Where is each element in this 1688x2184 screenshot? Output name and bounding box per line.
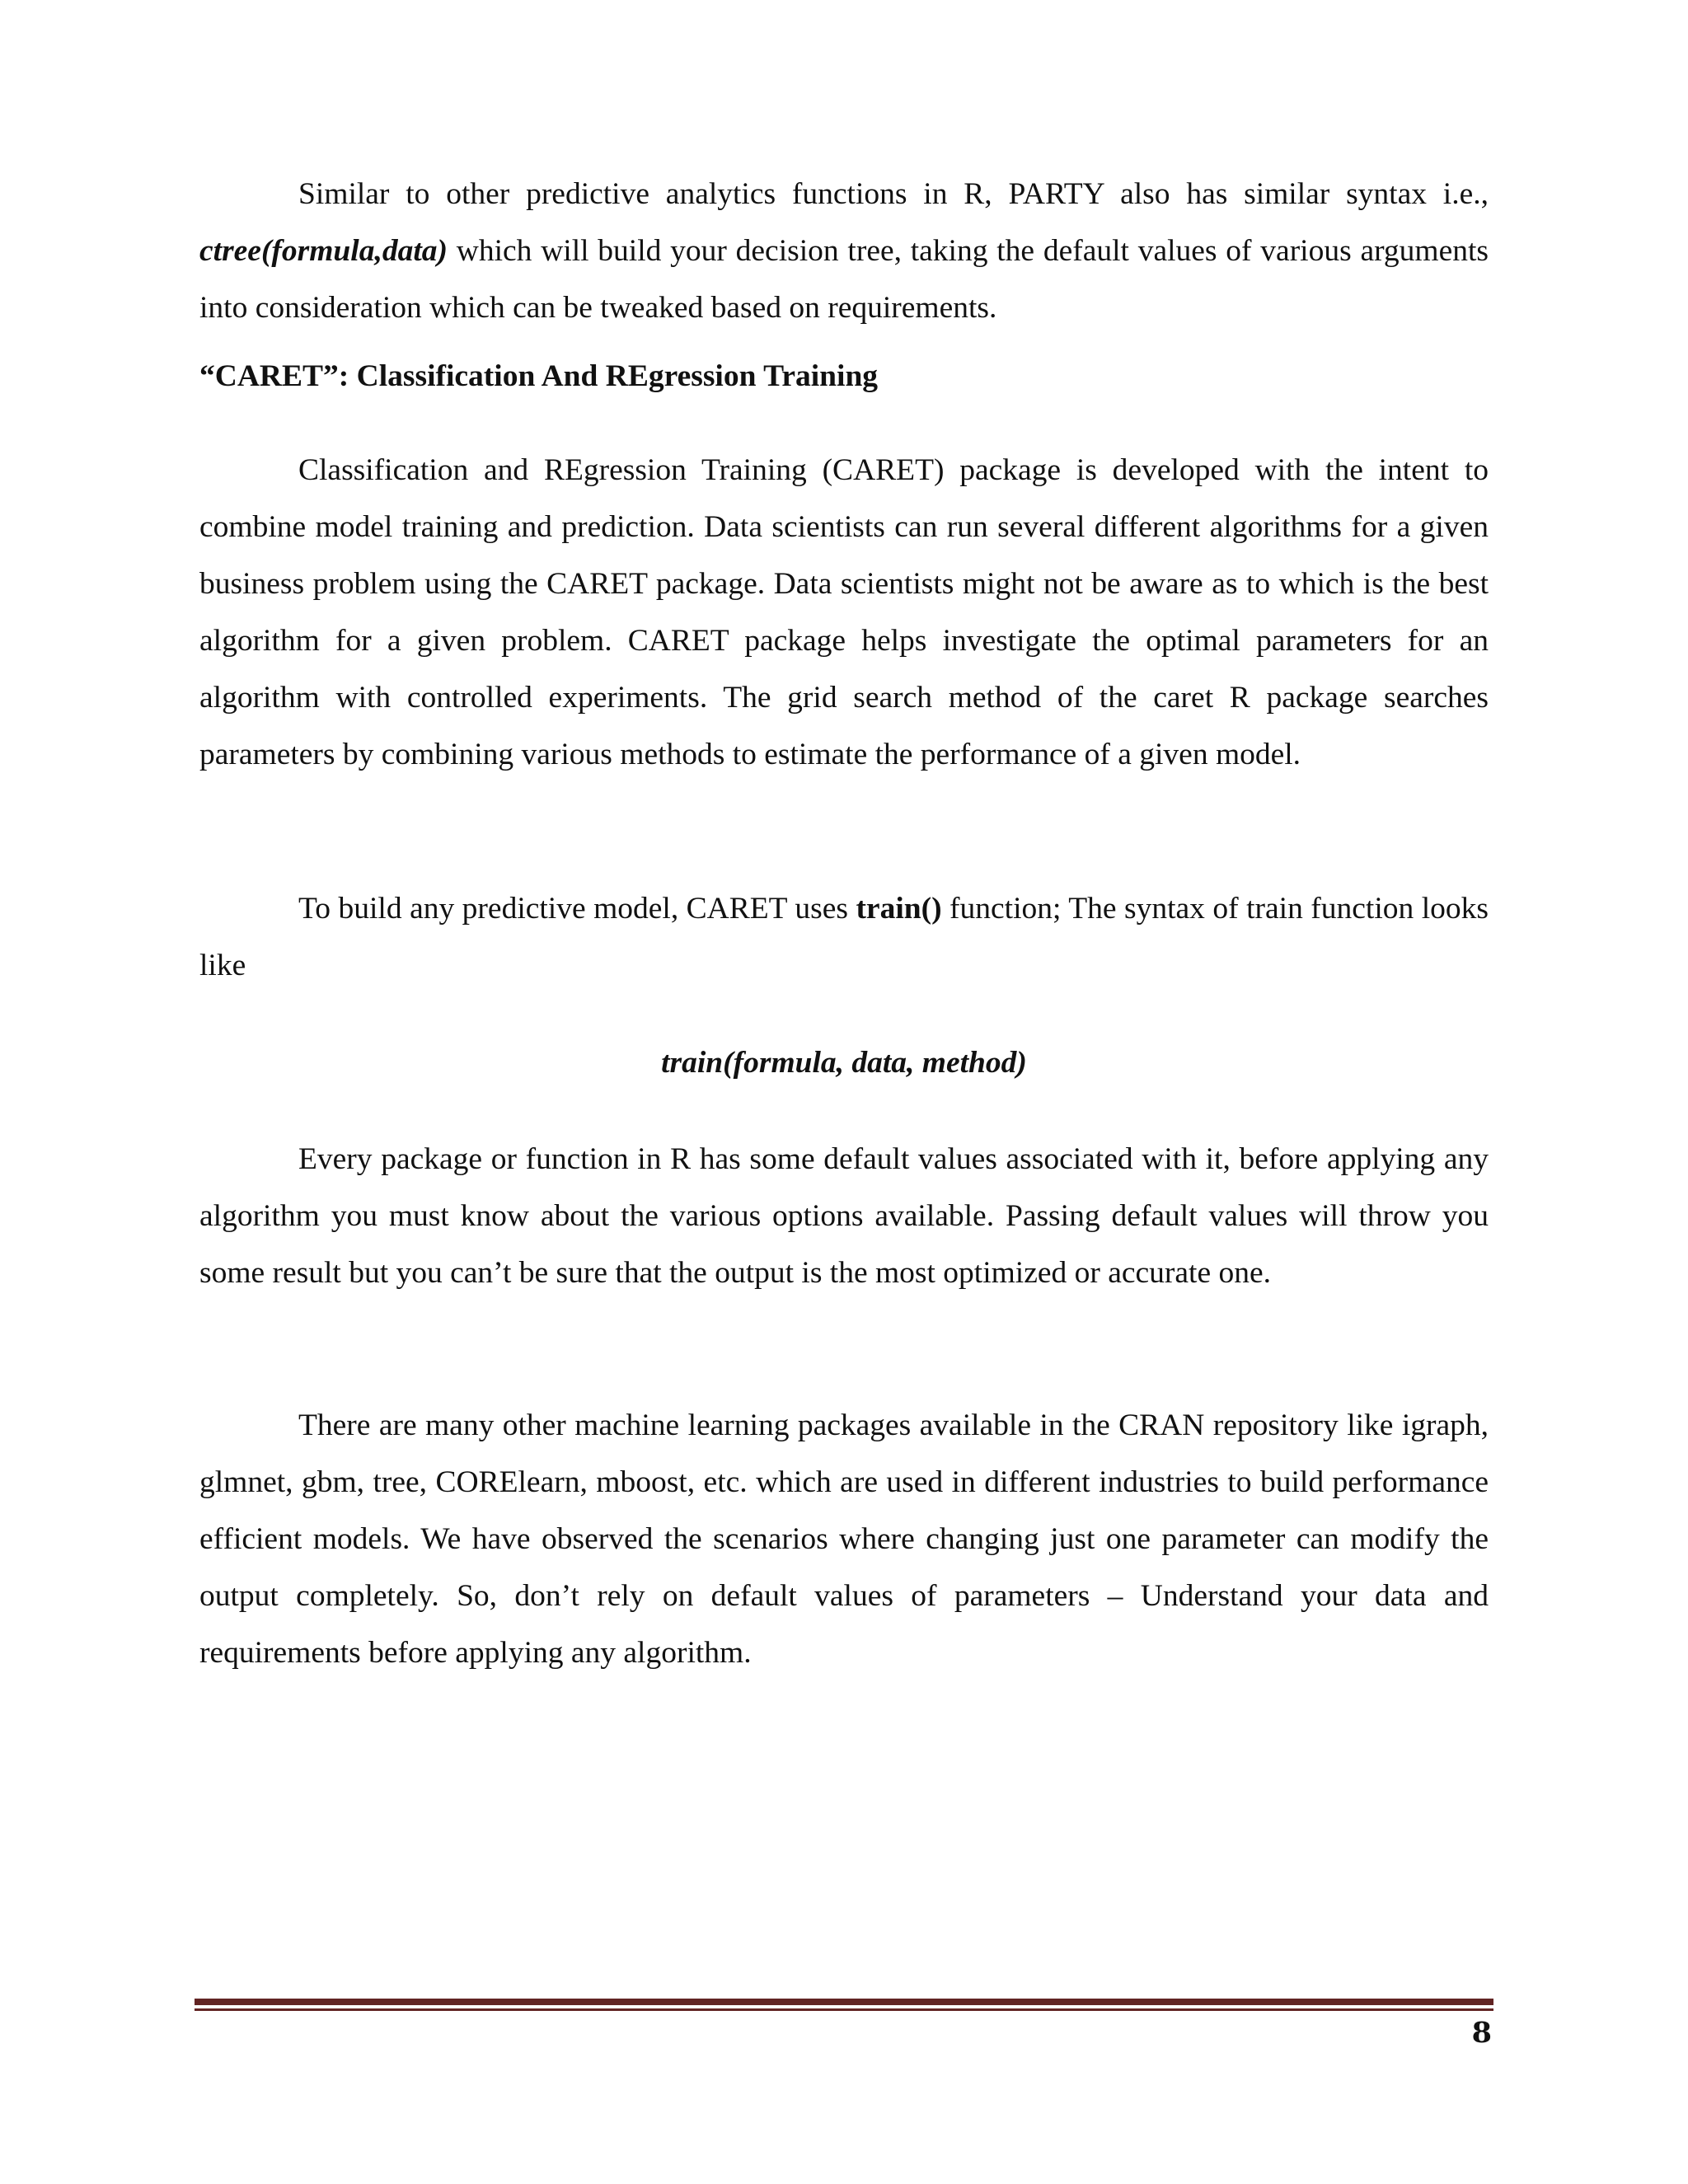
- paragraph-text: To build any predictive model, CARET uses: [298, 892, 856, 926]
- footer-rule-thin: [195, 2008, 1493, 2011]
- inline-code-train: train(): [856, 892, 942, 926]
- train-formula: train(formula, data, method): [661, 1046, 1027, 1080]
- paragraph-text: function; The syntax of train function looks like: [199, 892, 1489, 982]
- paragraph-text: There are many other machine learning packages available in the CRAN repository like igraph, glmnet, gbm, tree, CORElearn, mboost, etc. which are used in different industries to build performance efficient models. We have observed the scenarios where changing just one parameter can modify the output completely. So, don’t rely on default values of parameters – Understand your data and requirements before applying any algorithm.: [199, 1408, 1489, 1670]
- page-number: 8: [1471, 2016, 1492, 2050]
- paragraph-default-values: [199, 1131, 1489, 1301]
- paragraph-text: which will build your decision tree, taking the default values of various arguments into consideration which can be tweaked based on requirements.: [199, 234, 1489, 325]
- paragraph-party-syntax: [199, 166, 1489, 336]
- paragraph-text: Every package or function in R has some default values associated with it, before applying any algorithm you must know about the various options available. Passing default values will throw you some result but you can’t be sure that the output is the most optimized or accurate one.: [199, 1142, 1489, 1290]
- paragraph-text: Classification and REgression Training (CARET) package is developed with the intent to combine model training and prediction. Data scientists can run several different algorithms for a given business problem using the CARET package. Data scientists might not be aware as to which is the best algorithm for a given problem. CARET package helps investigate the optimal parameters for an algorithm with controlled experiments. The grid search method of the caret R package searches parameters by combining various methods to estimate the performance of a given model.: [199, 453, 1489, 771]
- section-heading: “CARET”: Classification And REgression Training: [199, 359, 879, 393]
- paragraph-caret-intro: [199, 442, 1489, 783]
- inline-code-ctree: ctree(formula,data): [199, 234, 448, 268]
- paragraph-other-packages: [199, 1397, 1489, 1681]
- paragraph-train-function: [199, 880, 1489, 994]
- paragraph-text: Similar to other predictive analytics functions in R, PARTY also has similar syntax i.e.,: [298, 177, 1489, 211]
- footer-rule-thick: [195, 1999, 1493, 2005]
